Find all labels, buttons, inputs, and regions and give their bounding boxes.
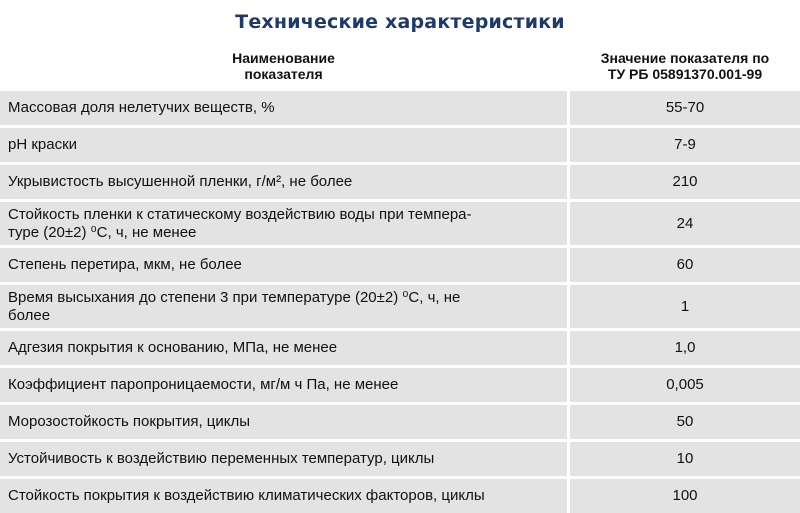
row-value-cell: 7-9 bbox=[570, 125, 800, 162]
row-name-cell bbox=[0, 365, 570, 402]
table-row bbox=[0, 282, 800, 328]
table-row bbox=[0, 439, 800, 476]
table-row bbox=[0, 365, 800, 402]
row-name-text: Степень перетира, мкм, не более bbox=[8, 256, 242, 273]
row-name-text: более bbox=[8, 306, 51, 324]
row-name-text: Время высыхания до степени 3 при температуре (20±2) ⁰С, ч, не bbox=[8, 288, 461, 306]
row-name-text: Адгезия покрытия к основанию, МПа, не менее bbox=[8, 339, 338, 356]
row-name-text: Устойчивость к воздействию переменных температур, циклы bbox=[8, 450, 435, 467]
row-name-text: Стойкость покрытия к воздействию климатических факторов, циклы bbox=[8, 487, 485, 504]
row-name-cell bbox=[0, 328, 570, 365]
row-name-text: туре (20±2) ⁰С, ч, не менее bbox=[8, 223, 197, 241]
header-name-line: Наименование bbox=[232, 50, 335, 66]
row-name-cell bbox=[0, 199, 570, 245]
row-value-cell: 50 bbox=[570, 402, 800, 439]
row-value-cell: 1 bbox=[570, 282, 800, 328]
page-title: Технические характеристики bbox=[235, 11, 565, 33]
header-parameter-value bbox=[570, 44, 800, 88]
table-row bbox=[0, 245, 800, 282]
row-name-text: Коэффициент паропроницаемости, мг/м ч Па, не менее bbox=[8, 376, 399, 393]
row-value-cell: 100 bbox=[570, 476, 800, 513]
row-name-cell bbox=[0, 439, 570, 476]
table-row bbox=[0, 476, 800, 513]
row-name-text: Стойкость пленки к статическому воздействию воды при темпера- bbox=[8, 205, 472, 223]
row-name-cell bbox=[0, 162, 570, 199]
row-value-cell: 10 bbox=[570, 439, 800, 476]
row-name-cell bbox=[0, 125, 570, 162]
row-value-cell: 210 bbox=[570, 162, 800, 199]
header-value-line: ТУ РБ 05891370.001-99 bbox=[607, 66, 763, 82]
row-value-cell: 1,0 bbox=[570, 328, 800, 365]
row-name-cell bbox=[0, 476, 570, 513]
row-value-cell: 60 bbox=[570, 245, 800, 282]
table-row bbox=[0, 328, 800, 365]
table-row bbox=[0, 162, 800, 199]
header-value-line: Значение показателя по bbox=[600, 50, 770, 66]
specifications-table bbox=[0, 44, 800, 513]
table-row bbox=[0, 125, 800, 162]
row-value-cell: 24 bbox=[570, 199, 800, 245]
row-name-text: Массовая доля нелетучих веществ, % bbox=[8, 99, 275, 116]
row-name-cell bbox=[0, 282, 570, 328]
row-name-text: Укрывистость высушенной пленки, г/м², не более bbox=[8, 173, 353, 190]
row-name-cell bbox=[0, 88, 570, 125]
header-name-line: показателя bbox=[244, 66, 323, 82]
table-row bbox=[0, 88, 800, 125]
table-header-row bbox=[0, 44, 800, 88]
row-name-cell bbox=[0, 402, 570, 439]
row-name-text: рН краски bbox=[8, 136, 78, 153]
table-row bbox=[0, 402, 800, 439]
row-value-cell: 55-70 bbox=[570, 88, 800, 125]
row-value-cell: 0,005 bbox=[570, 365, 800, 402]
row-name-cell bbox=[0, 245, 570, 282]
row-name-text: Морозостойкость покрытия, циклы bbox=[8, 413, 251, 430]
header-parameter-name bbox=[0, 44, 570, 88]
table-row bbox=[0, 199, 800, 245]
